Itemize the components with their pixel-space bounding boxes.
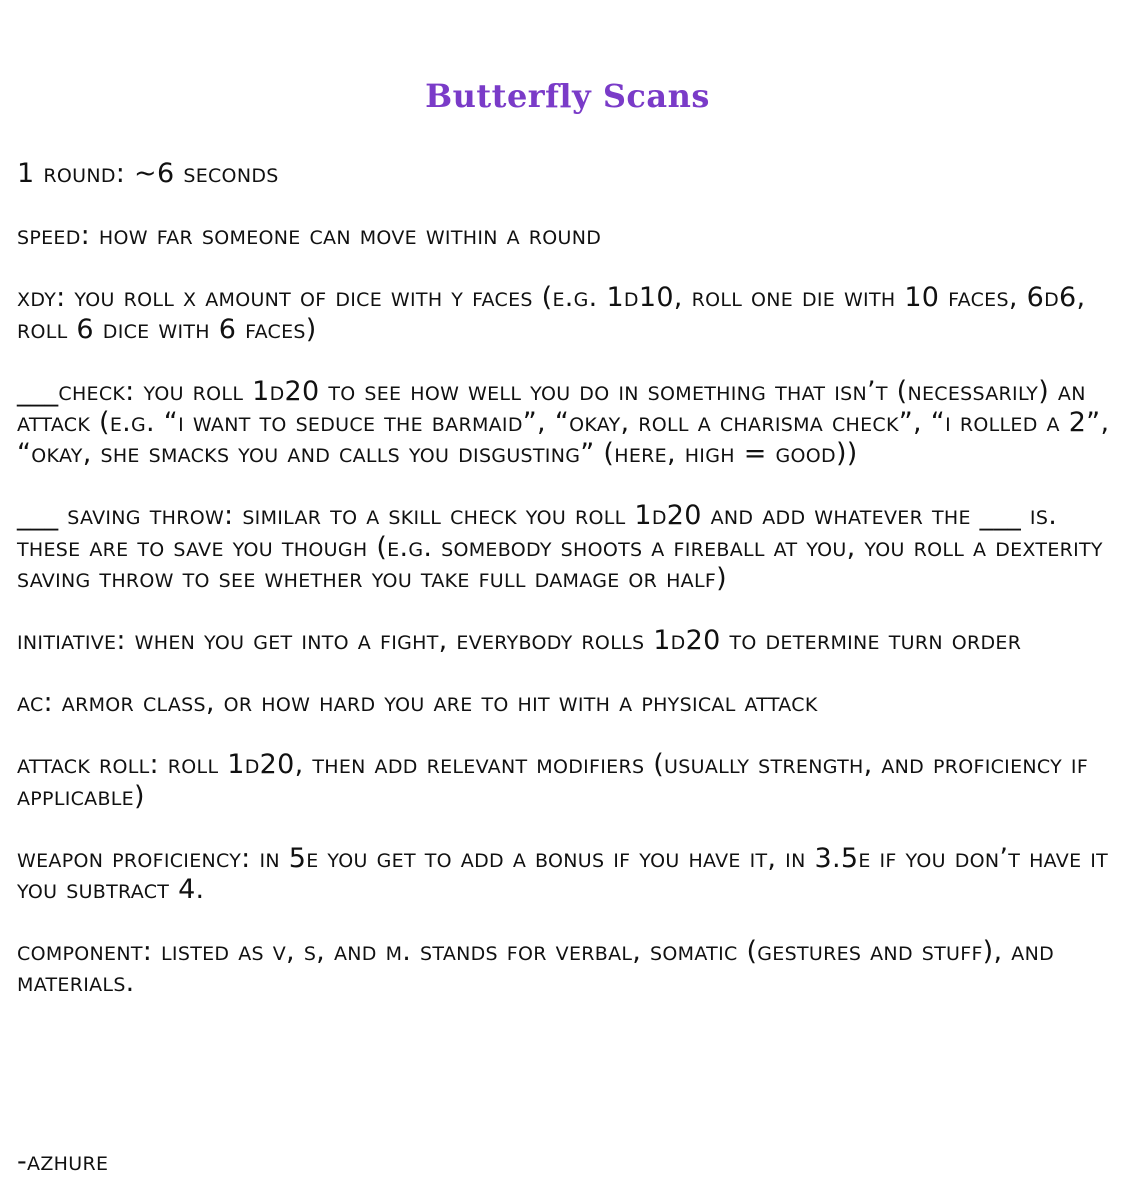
glossary-list — [17, 158, 1129, 999]
signature: -azhure — [17, 1146, 109, 1177]
glossary-entry-check: ___check: you roll 1d20 to see how well you do in something that isn’t (necessarily) an attack (e.g. “i want to seduce the barmaid”, “okay, roll a charisma check”, “i rolled a 2”, “okay, she smacks you and calls you disgusting” (here, high = good)) — [17, 375, 1110, 470]
glossary-entry-component: component: listed as v, s, and m. stands for verbal, somatic (gestures and stuff), and materials. — [17, 936, 1055, 999]
glossary-entry-round: 1 round: ~6 seconds — [17, 158, 279, 189]
glossary-entry-speed: speed: how far someone can move within a round — [17, 220, 602, 252]
page-title: Butterfly Scans — [425, 77, 710, 115]
glossary-entry-xdy: xdy: you roll x amount of dice with y faces (e.g. 1d10, roll one die with 10 faces, 6d6, roll 6 dice with 6 faces) — [17, 282, 1086, 345]
glossary-entry-weapon-proficiency: weapon proficiency: in 5e you get to add a bonus if you have it, in 3.5e if you don’t have it you subtract 4. — [17, 842, 1109, 906]
glossary-entry-saving-throw: ___ saving throw: similar to a skill check you roll 1d20 and add whatever the ___ is. these are to save you though (e.g. somebody shoots a fireball at you, you roll a dexterity saving throw to see whether you take full damage or half) — [17, 500, 1103, 594]
glossary-entry-attack-roll: attack roll: roll 1d20, then add relevant modifiers (usually strength, and proficiency if applicable) — [17, 749, 1089, 812]
glossary-entry-ac: ac: armor class, or how hard you are to hit with a physical attack — [17, 687, 818, 719]
glossary-entry-initiative: initiative: when you get into a fight, everybody rolls 1d20 to determine turn order — [17, 625, 1022, 657]
